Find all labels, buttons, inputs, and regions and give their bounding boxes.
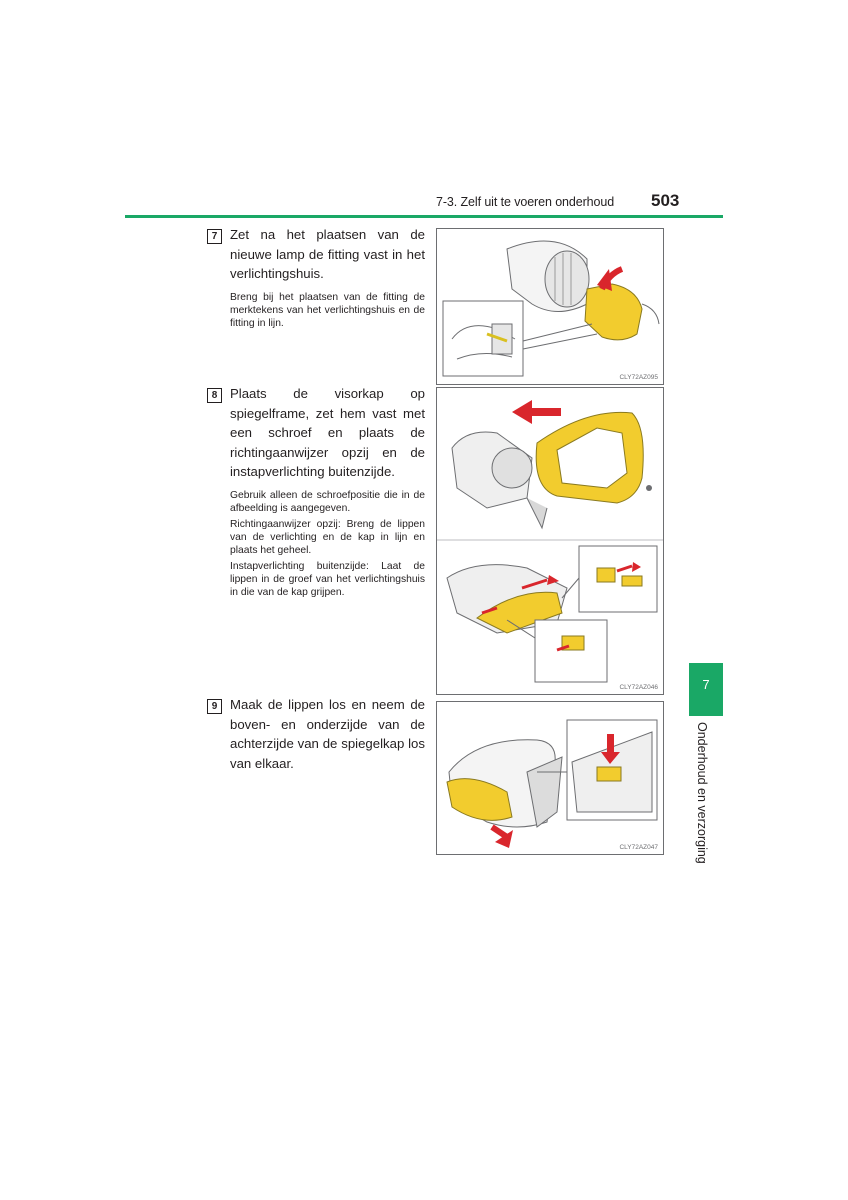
step-number: 9 (207, 699, 222, 714)
figure-lamp-fitting (436, 228, 664, 385)
step-text: Zet na het plaatsen van de nieuwe lamp de fitting vast in het verlichtingshuis. (230, 227, 425, 281)
mirror-cover-illustration (437, 702, 663, 854)
step-7 (207, 225, 425, 330)
figure-mirror-cover (436, 701, 664, 855)
step-note: Gebruik alleen de schroefpositie die in de afbeelding is aangegeven. (230, 489, 425, 514)
chapter-tab[interactable]: 7 (689, 663, 723, 716)
step-9 (207, 695, 425, 773)
step-8 (207, 384, 425, 599)
step-note: Richtingaanwijzer opzij: Breng de lippen van de verlichting en de kap in lijn en plaats het geheel. (230, 518, 425, 556)
step-number: 8 (207, 388, 222, 403)
header-rule (125, 215, 723, 218)
chapter-title: Onderhoud en verzorging (695, 722, 709, 864)
lamp-fitting-illustration (437, 229, 663, 384)
step-note: Breng bij het plaatsen van de fitting de merktekens van het verlichtingshuis en de fitting in lijn. (230, 291, 425, 329)
figure-code: CLY72AZ095 (619, 374, 658, 381)
figure-code: CLY72AZ046 (619, 684, 658, 691)
section-title: 7-3. Zelf uit te voeren onderhoud (436, 195, 615, 209)
figure-visor-cover (436, 387, 664, 695)
step-note: Instapverlichting buitenzijde: Laat de lippen in de groef van het verlichtingshuis in die van de kap grijpen. (230, 560, 425, 598)
visor-cover-illustration (437, 388, 663, 694)
page-number: 503 (651, 191, 680, 210)
step-number: 7 (207, 229, 222, 244)
step-text: Plaats de visorkap op spiegelframe, zet hem vast met een schroef en plaats de richtingaanwijzer opzij en de instapverlichting buitenzijde. (230, 386, 425, 479)
figure-code: CLY72AZ047 (619, 844, 658, 851)
step-text: Maak de lippen los en neem de boven- en onderzijde van de achterzijde van de spiegelkap los van elkaar. (230, 697, 425, 771)
